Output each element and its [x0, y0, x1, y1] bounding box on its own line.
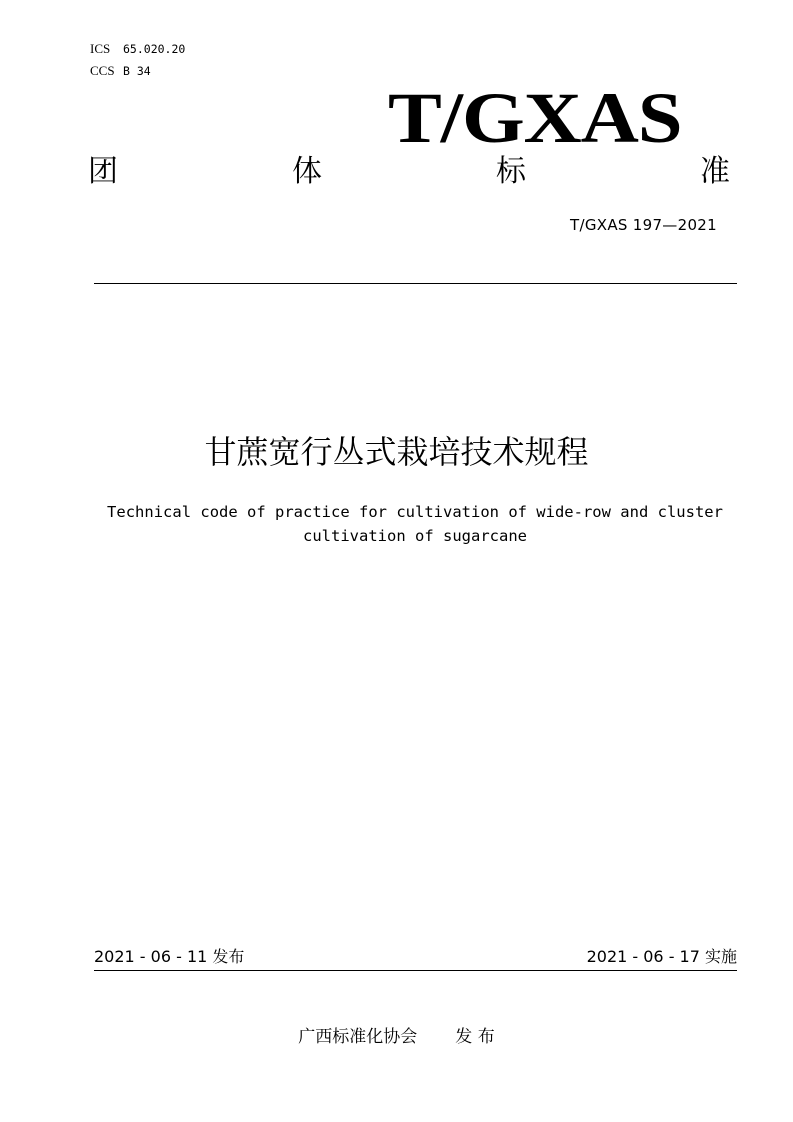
standard-number: T/GXAS 197—2021: [570, 216, 717, 234]
date-row: [94, 944, 737, 970]
standard-type-char: 准: [700, 154, 730, 189]
standard-logo: T/GXAS: [388, 78, 682, 158]
ics-label: ICS: [90, 41, 111, 56]
top-divider: [94, 283, 737, 284]
implement-date: 2021 - 06 - 17 实施: [586, 947, 737, 966]
document-title-chinese: 甘蔗宽行丛式栽培技术规程: [204, 433, 589, 471]
ccs-row: [90, 60, 185, 82]
bottom-divider: [94, 970, 737, 971]
publisher: [0, 1024, 793, 1050]
standard-type-char: 团: [88, 154, 118, 189]
publisher-action: 发 布: [455, 1027, 495, 1047]
ccs-value: B 34: [123, 64, 151, 78]
classification-codes: [90, 38, 185, 82]
document-title-english: [0, 500, 793, 548]
publish-date: 2021 - 06 - 11 发布: [94, 947, 245, 966]
english-title-line: cultivation of sugarcane: [303, 527, 527, 545]
ics-row: [90, 38, 185, 60]
standard-type: [88, 152, 730, 192]
standard-type-char: 体: [292, 154, 322, 189]
ics-value: 65.020.20: [123, 42, 186, 56]
publisher-name: 广西标准化协会: [298, 1027, 418, 1047]
ccs-label: CCS: [90, 63, 115, 78]
standard-type-char: 标: [496, 154, 526, 189]
english-title-line: Technical code of practice for cultivation of wide-row and cluster: [107, 503, 723, 521]
